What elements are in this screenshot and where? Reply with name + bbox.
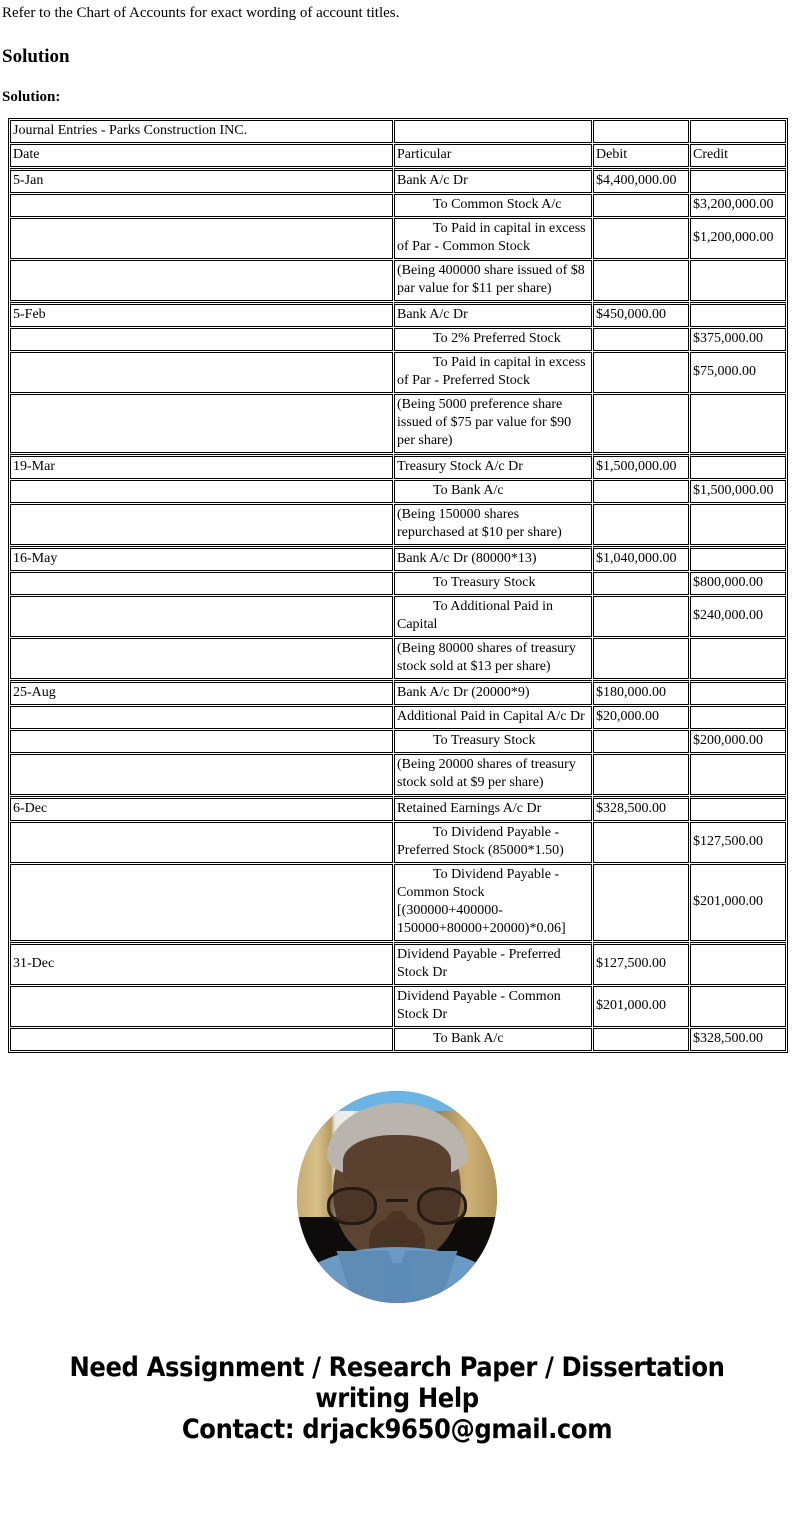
cell-date [10,596,393,637]
cell-particular: Bank A/c Dr [394,302,592,327]
cell-credit [690,546,786,571]
cell-debit: $180,000.00 [593,680,689,705]
cell-debit [593,504,689,545]
avatar-glasses-left [327,1187,377,1225]
cell-date [10,706,393,729]
column-header-date: Date [10,144,393,167]
cell-credit: $75,000.00 [690,352,786,393]
cell-credit: $127,500.00 [690,822,786,863]
cell-debit: $1,500,000.00 [593,454,689,479]
avatar-tie [384,1263,410,1303]
cell-particular: Dividend Payable - Common Stock Dr [394,986,592,1027]
cell-date [10,352,393,393]
cell-particular [394,596,592,637]
cell-credit: $328,500.00 [690,1028,786,1051]
cell-debit [593,572,689,595]
journal-entries-table [8,118,788,1053]
cell-debit [593,394,689,453]
table-row [10,218,786,259]
table-row [10,754,786,795]
avatar-glasses-right [417,1187,467,1225]
cell-particular: Bank A/c Dr (20000*9) [394,680,592,705]
cell-debit [593,218,689,259]
cell-date [10,572,393,595]
cell-date [10,730,393,753]
promo-line-2: writing Help [315,1383,479,1414]
cell-particular: Treasury Stock A/c Dr [394,454,592,479]
cell-particular [394,572,592,595]
intro-instruction: Refer to the Chart of Accounts for exact wording of account titles. [2,5,400,21]
avatar-forehead [343,1135,451,1191]
cell-date [10,504,393,545]
cell-date [10,754,393,795]
cell-particular [394,352,592,393]
table-row [10,572,786,595]
cell-debit [593,260,689,301]
cell-particular [394,480,592,503]
avatar [297,1091,497,1303]
column-header-credit: Credit [690,144,786,167]
cell-debit [593,638,689,679]
cell-date [10,480,393,503]
cell-debit: $20,000.00 [593,706,689,729]
table-row [10,796,786,821]
cell-date [10,328,393,351]
cell-credit [690,302,786,327]
cell-debit [593,328,689,351]
table-row [10,454,786,479]
cell-credit: $800,000.00 [690,572,786,595]
cell-credit: $3,200,000.00 [690,194,786,217]
cell-credit: $1,500,000.00 [690,480,786,503]
cell-particular [394,328,592,351]
cell-debit: $328,500.00 [593,796,689,821]
table-row [10,822,786,863]
cell-particular [394,822,592,863]
table-row [10,680,786,705]
table-row [10,168,786,193]
cell-date [10,194,393,217]
cell-credit [690,454,786,479]
cell-credit [690,754,786,795]
cell-date [10,864,393,941]
cell-credit: $375,000.00 [690,328,786,351]
cell-date [10,394,393,453]
table-row [10,504,786,545]
cell-date [10,1028,393,1051]
particular-indented-text: To Dividend Payable - Preferred Stock (85000*1.50) [397,825,564,858]
particular-indented-text: To 2% Preferred Stock [433,331,561,346]
table-row [10,942,786,985]
table-title-cell: Journal Entries - Parks Construction INC. [10,120,393,143]
cell-credit [690,394,786,453]
cell-particular: Additional Paid in Capital A/c Dr [394,706,592,729]
cell-debit [593,730,689,753]
particular-indented-text: To Bank A/c [433,483,504,498]
cell-credit [690,796,786,821]
cell-credit [690,942,786,985]
cell-date: 19-Mar [10,454,393,479]
cell-debit [593,1028,689,1051]
cell-particular: (Being 20000 shares of treasury stock sold at $9 per share) [394,754,592,795]
journal-table-wrapper [0,106,794,1053]
cell-particular: (Being 5000 preference share issued of $75 par value for $90 per share) [394,394,592,453]
cell-credit: $201,000.00 [690,864,786,941]
cell-date [10,218,393,259]
title-row-filler-debit [593,120,689,143]
cell-date [10,986,393,1027]
cell-date: 5-Jan [10,168,393,193]
cell-date [10,638,393,679]
solution-heading: Solution [2,46,70,67]
particular-indented-text: To Additional Paid in Capital [397,599,553,632]
particular-indented-text: To Dividend Payable - Common Stock [(300000+400000-150000+80000+20000)*0.06] [397,867,566,936]
cell-credit: $1,200,000.00 [690,218,786,259]
particular-indented-text: To Common Stock A/c [433,197,562,212]
table-row [10,480,786,503]
column-header-particular: Particular [394,144,592,167]
promo-line-1: Need Assignment / Research Paper / Dissertation [69,1352,725,1383]
table-row [10,706,786,729]
cell-debit: $201,000.00 [593,986,689,1027]
table-row [10,730,786,753]
cell-particular: (Being 80000 shares of treasury stock sold at $13 per share) [394,638,592,679]
cell-particular: Bank A/c Dr [394,168,592,193]
cell-credit [690,680,786,705]
table-row [10,596,786,637]
cell-particular [394,864,592,941]
cell-debit [593,352,689,393]
cell-particular: Retained Earnings A/c Dr [394,796,592,821]
cell-credit: $200,000.00 [690,730,786,753]
cell-date [10,822,393,863]
table-row [10,328,786,351]
avatar-glasses-bridge [386,1199,408,1202]
cell-debit [593,194,689,217]
table-row [10,1028,786,1051]
cell-debit [593,864,689,941]
particular-indented-text: To Treasury Stock [433,733,536,748]
cell-particular: (Being 150000 shares repurchased at $10 per share) [394,504,592,545]
cell-particular: (Being 400000 share issued of $8 par value for $11 per share) [394,260,592,301]
cell-debit [593,480,689,503]
cell-debit: $127,500.00 [593,942,689,985]
author-avatar-block [0,1053,794,1308]
cell-credit [690,706,786,729]
cell-debit: $4,400,000.00 [593,168,689,193]
cell-date: 25-Aug [10,680,393,705]
promo-line-3: Contact: drjack9650@gmail.com [181,1414,613,1445]
cell-date: 6-Dec [10,796,393,821]
particular-indented-text: To Treasury Stock [433,575,536,590]
cell-debit [593,822,689,863]
table-row [10,194,786,217]
cell-credit: $240,000.00 [690,596,786,637]
cell-particular [394,218,592,259]
column-header-debit: Debit [593,144,689,167]
particular-indented-text: To Paid in capital in excess of Par - Common Stock [397,221,586,254]
table-title-row [10,120,786,143]
cell-particular: Bank A/c Dr (80000*13) [394,546,592,571]
cell-particular [394,194,592,217]
promo-banner [0,1308,794,1445]
particular-indented-text: To Bank A/c [433,1031,504,1046]
table-row [10,352,786,393]
cell-date [10,260,393,301]
cell-credit [690,638,786,679]
cell-credit [690,260,786,301]
cell-credit [690,168,786,193]
cell-credit [690,504,786,545]
cell-date: 31-Dec [10,942,393,985]
table-row [10,638,786,679]
table-row [10,260,786,301]
cell-debit [593,754,689,795]
title-row-filler-particular [394,120,592,143]
table-header-row [10,144,786,167]
cell-date: 16-May [10,546,393,571]
table-row [10,864,786,941]
particular-indented-text: To Paid in capital in excess of Par - Preferred Stock [397,355,586,388]
solution-subheading: Solution: [2,89,61,105]
cell-debit: $450,000.00 [593,302,689,327]
title-row-filler-credit [690,120,786,143]
table-row [10,302,786,327]
table-row [10,394,786,453]
cell-particular [394,1028,592,1051]
table-row [10,546,786,571]
cell-particular: Dividend Payable - Preferred Stock Dr [394,942,592,985]
cell-particular [394,730,592,753]
cell-date: 5-Feb [10,302,393,327]
journal-table-body [10,120,786,1051]
cell-credit [690,986,786,1027]
table-row [10,986,786,1027]
cell-debit [593,596,689,637]
cell-debit: $1,040,000.00 [593,546,689,571]
